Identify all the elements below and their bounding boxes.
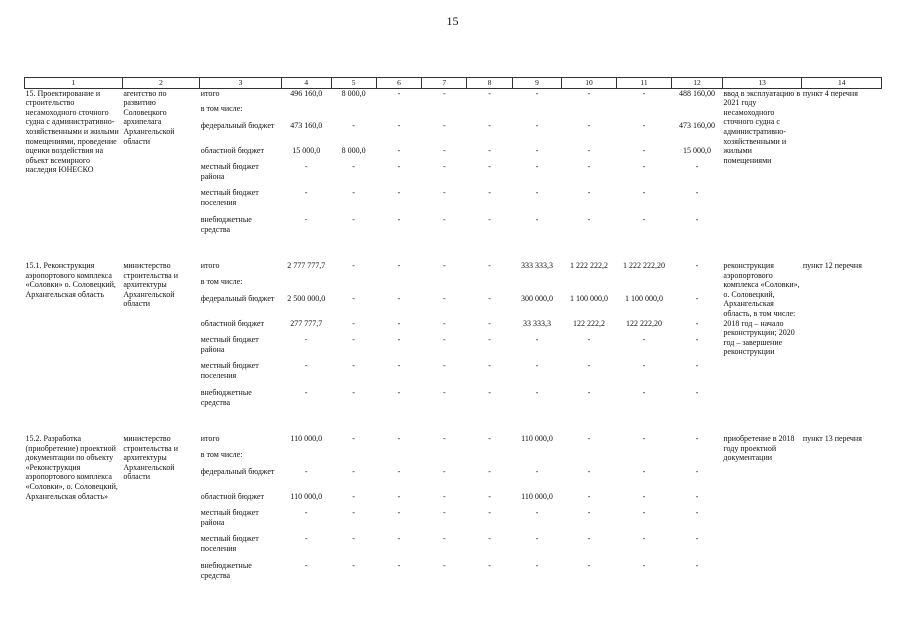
amount-cell: - (352, 534, 355, 544)
amount-cell: - (397, 319, 401, 329)
column-number-2: 2 (122, 78, 199, 89)
amount-cell (616, 450, 671, 467)
column-number-10: 10 (561, 78, 616, 89)
amount-cell: - (587, 361, 591, 371)
amount-cell: 122 222,2 (572, 319, 605, 329)
page-number: 15 (446, 14, 459, 28)
column-number-6: 6 (376, 78, 422, 89)
amount-cell: - (488, 534, 491, 544)
expected-result: ввод в эксплуатацию в 2021 году несамоходного сточного судна с административно-хозяйственными и жилыми помещениями (723, 88, 801, 165)
amount-cell: - (587, 508, 591, 518)
funding-source: итого (200, 434, 220, 444)
amount-cell: - (442, 388, 446, 398)
amount-cell: - (642, 162, 646, 172)
amount-cell: - (535, 215, 539, 225)
amount-cell: - (397, 508, 401, 518)
amount-cell: - (442, 162, 446, 172)
funding-source: в том числе: (200, 104, 243, 114)
amount-cell: - (642, 561, 646, 571)
amount-cell: - (488, 121, 491, 131)
amount-cell: - (642, 215, 646, 225)
amount-cell: - (642, 146, 646, 156)
list-reference: пункт 12 перечня (802, 261, 862, 271)
amount-cell: 2 777 777,7 (287, 261, 326, 271)
amount-cell: - (642, 88, 646, 98)
amount-cell: - (695, 319, 699, 329)
amount-cell (376, 277, 422, 294)
funding-source: внебюджетные средства (200, 561, 252, 580)
amount-cell: - (695, 188, 699, 198)
section-spacer (25, 412, 882, 434)
amount-cell (331, 450, 376, 467)
executor: агентство по развитию Соловецкого архипелага Архангельской области (123, 88, 175, 146)
column-numbers-row (25, 78, 882, 89)
amount-cell: - (352, 467, 355, 477)
amount-cell: - (695, 467, 699, 477)
amount-cell: - (304, 388, 308, 398)
amount-cell (281, 277, 331, 294)
funding-source: областной бюджет (200, 492, 264, 502)
amount-cell (561, 450, 616, 467)
amount-cell: - (442, 434, 446, 444)
amount-cell: - (304, 215, 308, 225)
section-spacer (25, 239, 882, 261)
amount-cell: - (695, 508, 699, 518)
amount-cell (561, 277, 616, 294)
amount-cell: - (535, 146, 539, 156)
amount-cell: - (535, 467, 539, 477)
amount-cell: - (695, 361, 699, 371)
amount-cell: - (695, 561, 699, 571)
amount-cell: - (397, 561, 401, 571)
amount-cell: 1 100 000,0 (624, 294, 663, 304)
amount-cell: - (642, 121, 646, 131)
amount-cell (513, 104, 562, 121)
amount-cell (467, 450, 513, 467)
amount-cell (616, 104, 671, 121)
amount-cell: - (535, 121, 539, 131)
amount-cell (467, 104, 513, 121)
amount-cell: - (397, 88, 401, 98)
amount-cell: - (442, 146, 446, 156)
amount-cell: - (535, 188, 539, 198)
amount-cell (331, 277, 376, 294)
table-row (25, 88, 882, 104)
amount-cell: - (695, 162, 699, 172)
amount-cell (331, 104, 376, 121)
table-body (25, 88, 882, 585)
amount-cell: - (352, 188, 355, 198)
amount-cell: 473 160,0 (290, 121, 323, 131)
amount-cell: - (304, 361, 308, 371)
amount-cell: - (642, 508, 646, 518)
amount-cell: - (488, 335, 491, 345)
funding-source: местный бюджет поселения (200, 534, 259, 553)
amount-cell: - (642, 335, 646, 345)
amount-cell: - (535, 561, 539, 571)
amount-cell: - (352, 319, 355, 329)
amount-cell: 473 160,00 (678, 121, 715, 131)
amount-cell: - (352, 294, 355, 304)
funding-source: федеральный бюджет (200, 294, 275, 304)
list-reference: пункт 13 перечня (802, 434, 862, 444)
amount-cell: - (488, 294, 491, 304)
funding-source: местный бюджет района (200, 335, 259, 354)
amount-cell (671, 104, 722, 121)
amount-cell: - (352, 361, 355, 371)
funding-source: местный бюджет района (200, 162, 259, 181)
funding-source: местный бюджет поселения (200, 361, 259, 380)
amount-cell: - (535, 88, 539, 98)
executor: министерство строительства и архитектуры Архангельской области (123, 434, 178, 482)
column-number-4: 4 (281, 78, 331, 89)
amount-cell: - (442, 534, 446, 544)
amount-cell: - (397, 361, 401, 371)
amount-cell: - (488, 319, 491, 329)
amount-cell: 33 333,3 (522, 319, 551, 329)
amount-cell: - (352, 561, 355, 571)
column-number-7: 7 (422, 78, 467, 89)
amount-cell: - (488, 434, 491, 444)
amount-cell: - (442, 261, 446, 271)
amount-cell: - (397, 188, 401, 198)
funding-source: внебюджетные средства (200, 215, 252, 234)
funding-source: внебюджетные средства (200, 388, 252, 407)
list-reference: пункт 4 перечня (802, 88, 858, 98)
amount-cell: 110 000,0 (521, 492, 553, 502)
amount-cell: - (488, 88, 491, 98)
amount-cell: - (442, 188, 446, 198)
expected-result: реконструкция аэропортового комплекса «Соловки», о. Соловецкий, Архангельская область, в том числе: 2018 год – начало реконструкции; 2020 год – завершение реконструкции (723, 261, 800, 357)
amount-cell: - (352, 492, 355, 502)
amount-cell: 110 000,0 (290, 492, 323, 502)
funding-source: областной бюджет (200, 319, 264, 329)
amount-cell (467, 277, 513, 294)
amount-cell: - (695, 388, 699, 398)
amount-cell: - (695, 215, 699, 225)
amount-cell: - (642, 467, 646, 477)
amount-cell: - (352, 388, 355, 398)
amount-cell: - (695, 492, 699, 502)
amount-cell (561, 104, 616, 121)
amount-cell: - (397, 261, 401, 271)
funding-source: местный бюджет района (200, 508, 259, 527)
amount-cell: - (442, 508, 446, 518)
funding-source: в том числе: (200, 277, 243, 287)
amount-cell: 8 000,0 (341, 146, 366, 156)
amount-cell: 1 100 000,0 (569, 294, 608, 304)
column-number-12: 12 (671, 78, 722, 89)
amount-cell (376, 104, 422, 121)
amount-cell: - (488, 467, 491, 477)
amount-cell (616, 277, 671, 294)
amount-cell: - (304, 561, 308, 571)
amount-cell: - (642, 388, 646, 398)
funding-source: областной бюджет (200, 146, 264, 156)
amount-cell: 122 222,20 (625, 319, 662, 329)
measure-name: 15. Проектирование и строительство несамоходного сточного судна с административно-хозяйственными и жилыми помещениями, проведение оценки воздействия на объект всемирного наследия ЮНЕСКО (25, 88, 119, 175)
amount-cell (422, 104, 467, 121)
amount-cell: - (397, 121, 401, 131)
amount-cell: 333 333,3 (520, 261, 553, 271)
amount-cell: 488 160,00 (678, 88, 715, 98)
amount-cell (513, 450, 562, 467)
amount-cell: 15 000,0 (682, 146, 711, 156)
amount-cell: - (587, 188, 591, 198)
amount-cell: - (442, 294, 446, 304)
amount-cell: - (488, 162, 491, 172)
amount-cell: - (587, 162, 591, 172)
amount-cell: - (397, 434, 401, 444)
amount-cell: 8 000,0 (341, 88, 366, 98)
amount-cell: - (587, 335, 591, 345)
funding-source: в том числе: (200, 450, 243, 460)
amount-cell: - (397, 492, 401, 502)
amount-cell: 496 160,0 (290, 88, 323, 98)
amount-cell: - (642, 361, 646, 371)
amount-cell: - (642, 492, 646, 502)
amount-cell: - (442, 88, 446, 98)
amount-cell: - (642, 534, 646, 544)
column-number-14: 14 (802, 78, 882, 89)
amount-cell: - (442, 561, 446, 571)
amount-cell: - (488, 188, 491, 198)
amount-cell: - (488, 388, 491, 398)
amount-cell: - (642, 188, 646, 198)
amount-cell (513, 277, 562, 294)
amount-cell: - (442, 319, 446, 329)
amount-cell: - (488, 561, 491, 571)
amount-cell: - (397, 162, 401, 172)
column-number-1: 1 (25, 78, 123, 89)
amount-cell: - (535, 335, 539, 345)
amount-cell: - (695, 261, 699, 271)
amount-cell (281, 450, 331, 467)
amount-cell: - (397, 534, 401, 544)
amount-cell: - (695, 534, 699, 544)
amount-cell: - (352, 261, 355, 271)
amount-cell: - (397, 215, 401, 225)
amount-cell: - (587, 146, 591, 156)
amount-cell: - (304, 188, 308, 198)
amount-cell: - (642, 434, 646, 444)
amount-cell (281, 104, 331, 121)
amount-cell: - (352, 434, 355, 444)
amount-cell: - (488, 146, 491, 156)
amount-cell: 110 000,0 (290, 434, 323, 444)
amount-cell: - (535, 508, 539, 518)
amount-cell (422, 450, 467, 467)
amount-cell: - (587, 121, 591, 131)
measure-name: 15.1. Реконструкция аэропортового комплекса «Соловки» о. Соловецкий, Архангельская область (25, 261, 116, 299)
amount-cell: - (442, 121, 446, 131)
column-number-9: 9 (513, 78, 562, 89)
amount-cell: - (587, 534, 591, 544)
amount-cell: - (587, 388, 591, 398)
column-number-8: 8 (467, 78, 513, 89)
amount-cell: - (695, 294, 699, 304)
program-table (24, 77, 882, 585)
amount-cell: - (397, 467, 401, 477)
amount-cell: - (397, 146, 401, 156)
amount-cell: - (352, 121, 355, 131)
measure-name: 15.2. Разработка (приобретение) проектной документации по объекту «Реконструкция аэропортового комплекса «Соловки», о. Соловецкий, Архангельская область» (25, 434, 118, 501)
amount-cell: 15 000,0 (292, 146, 321, 156)
amount-cell: - (442, 335, 446, 345)
amount-cell: 300 000,0 (520, 294, 553, 304)
amount-cell (671, 277, 722, 294)
amount-cell: - (488, 508, 491, 518)
funding-source: федеральный бюджет (200, 121, 275, 131)
amount-cell: - (352, 162, 355, 172)
amount-cell: - (535, 361, 539, 371)
amount-cell: - (535, 388, 539, 398)
amount-cell: 2 500 000,0 (287, 294, 326, 304)
amount-cell: - (397, 335, 401, 345)
amount-cell: - (488, 261, 491, 271)
amount-cell: - (397, 388, 401, 398)
funding-source: итого (200, 261, 220, 271)
column-number-13: 13 (722, 78, 801, 89)
amount-cell: - (587, 88, 591, 98)
expected-result: приобретение в 2018 году проектной документации (723, 434, 795, 463)
amount-cell: - (587, 492, 591, 502)
amount-cell: 1 222 222,20 (622, 261, 665, 271)
amount-cell (376, 450, 422, 467)
amount-cell: 1 222 222,2 (569, 261, 608, 271)
amount-cell: - (304, 534, 308, 544)
column-number-11: 11 (616, 78, 671, 89)
amount-cell: - (587, 434, 591, 444)
amount-cell: - (304, 335, 308, 345)
amount-cell: - (535, 534, 539, 544)
amount-cell (422, 277, 467, 294)
amount-cell: - (442, 492, 446, 502)
amount-cell: - (587, 215, 591, 225)
amount-cell: - (535, 162, 539, 172)
amount-cell: - (442, 215, 446, 225)
amount-cell: - (488, 215, 491, 225)
amount-cell: 277 777,7 (290, 319, 323, 329)
funding-source: местный бюджет поселения (200, 188, 259, 207)
funding-source: итого (200, 88, 220, 98)
amount-cell: - (304, 162, 308, 172)
table-row (25, 434, 882, 450)
amount-cell: - (352, 215, 355, 225)
amount-cell: - (397, 294, 401, 304)
amount-cell: - (304, 467, 308, 477)
amount-cell: - (304, 508, 308, 518)
amount-cell: - (352, 335, 355, 345)
table-row (25, 261, 882, 277)
amount-cell: - (695, 335, 699, 345)
executor: министерство строительства и архитектуры Архангельской области (123, 261, 178, 309)
amount-cell: 110 000,0 (521, 434, 553, 444)
amount-cell: - (695, 434, 699, 444)
amount-cell (671, 450, 722, 467)
amount-cell: - (442, 361, 446, 371)
amount-cell: - (488, 492, 491, 502)
funding-source: федеральный бюджет (200, 467, 275, 477)
column-number-3: 3 (200, 78, 282, 89)
amount-cell: - (352, 508, 355, 518)
amount-cell: - (587, 467, 591, 477)
column-number-5: 5 (331, 78, 376, 89)
amount-cell: - (488, 361, 491, 371)
amount-cell: - (442, 467, 446, 477)
amount-cell: - (587, 561, 591, 571)
